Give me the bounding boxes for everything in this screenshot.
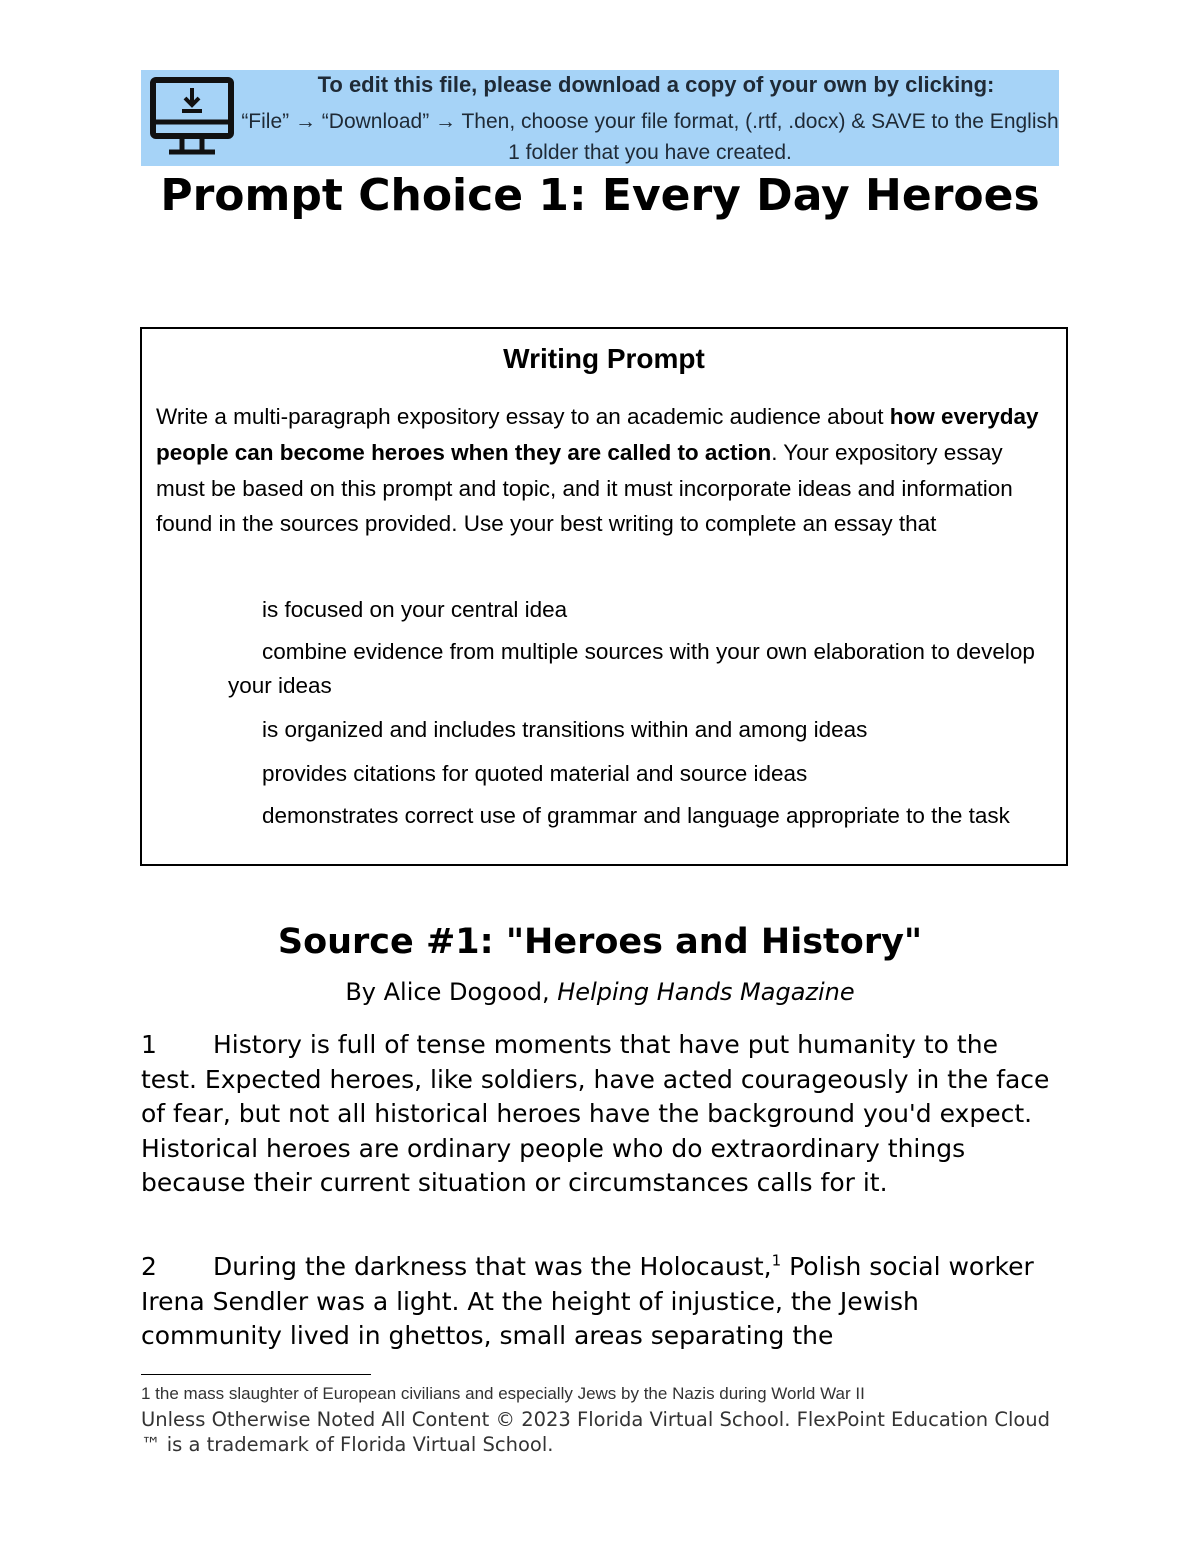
page-title: Prompt Choice 1: Every Day Heroes (160, 170, 1040, 221)
download-monitor-icon (149, 76, 235, 158)
source-byline (150, 978, 1050, 1006)
banner-heading: To edit this file, please download a copy of your own by clicking: (317, 72, 995, 97)
writing-prompt-heading: Writing Prompt (503, 343, 705, 374)
list-item: demonstrates correct use of grammar and language appropriate to the task (262, 803, 1010, 828)
writing-prompt-text (156, 399, 1054, 542)
prompt-text-start: Write a multi-paragraph expository essay to an academic audience about (156, 404, 890, 429)
paragraph-text-continued: Polish social worker Irena Sendler was a light. At the height of injustice, the Jewish community lived in ghettos, small areas separating the (141, 1252, 1034, 1350)
prompt-text-bold: how everyday people can become heroes when they are called to action (156, 404, 1039, 465)
source-paragraph-1 (141, 1028, 1056, 1201)
byline-publication: Helping Hands Magazine (557, 978, 855, 1006)
paragraph-number: 1 (141, 1030, 157, 1059)
writing-prompt-box (140, 327, 1068, 866)
paragraph-text: During the darkness that was the Holocaust, (213, 1252, 772, 1281)
prompt-text-end: . Your expository essay must be based on this prompt and topic, and it must incorporate ideas and information found in the sources provided. Use your best writing to complete an essay that (156, 439, 1013, 537)
list-item: provides citations for quoted material and source ideas (262, 761, 808, 786)
footnote: 1 the mass slaughter of European civilians and especially Jews by the Nazis during World War II (141, 1384, 865, 1403)
footnote-reference: 1 (771, 1251, 782, 1270)
banner-instruction: “File” → “Download” → Then, choose your file format, (.rtf, .docx) & SAVE to the English 1 folder that you have created. (241, 110, 1059, 164)
list-item: combine evidence from multiple sources with your own elaboration to develop your ideas (228, 639, 1035, 698)
source-paragraph-2 (141, 1250, 1056, 1354)
download-instructions-banner (141, 70, 1059, 166)
footnote-divider (141, 1374, 371, 1375)
paragraph-text: History is full of tense moments that have put humanity to the test. Expected heroes, like soldiers, have acted courageously in the face of fear, but not all historical heroes have the background you'd expect. Historical heroes are ordinary people who do extraordinary things because their current situation or circumstances calls for it. (141, 1030, 1050, 1197)
list-item: is organized and includes transitions within and among ideas (262, 717, 868, 742)
source-title: Source #1: "Heroes and History" (277, 922, 923, 962)
paragraph-number: 2 (141, 1252, 157, 1281)
list-item: is focused on your central idea (262, 597, 568, 622)
byline-author: By Alice Dogood, (345, 978, 558, 1006)
copyright-footer: Unless Otherwise Noted All Content © 2023 Florida Virtual School. FlexPoint Education Cloud ™ is a trademark of Florida Virtual School. (141, 1408, 1051, 1456)
